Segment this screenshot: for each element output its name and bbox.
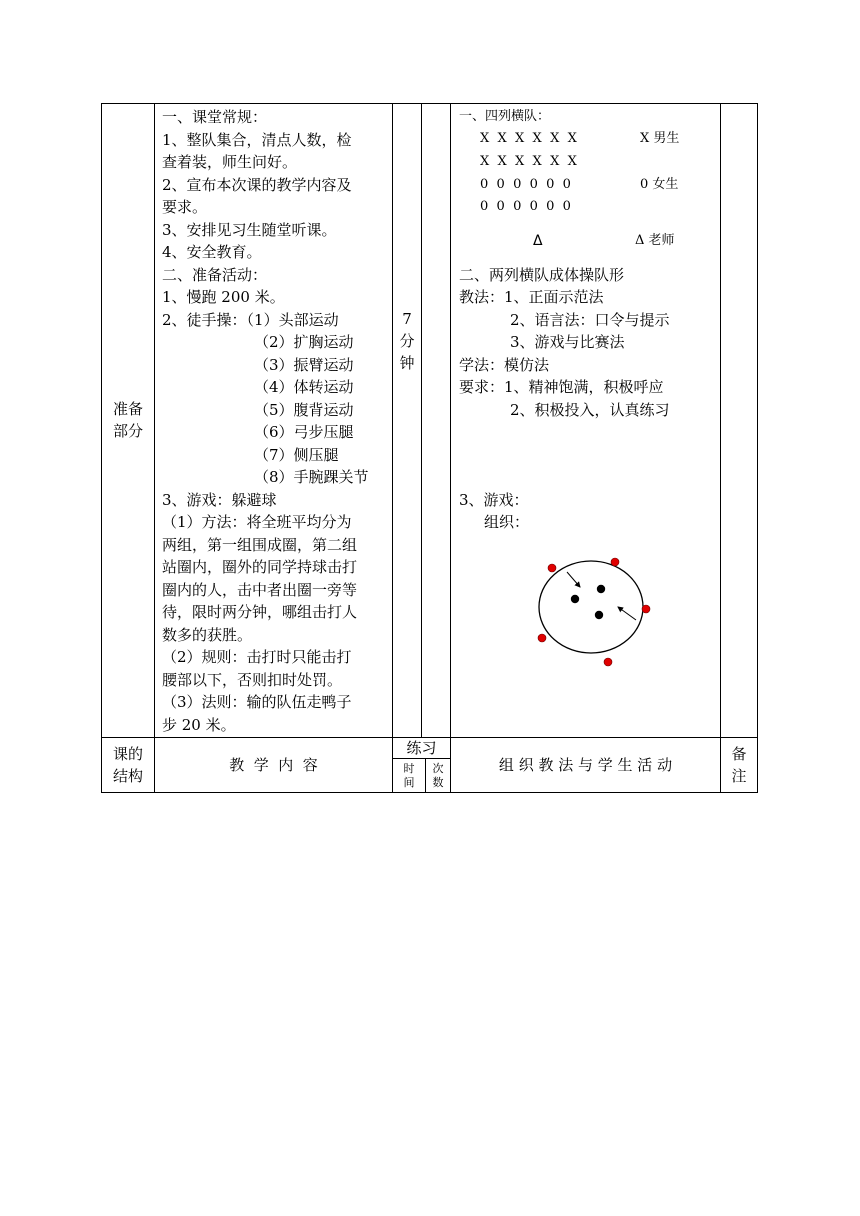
org-line: 教法：1、正面示范法 — [459, 288, 604, 306]
outer-player — [604, 658, 612, 666]
exercise-item: （6）弓步压腿 — [254, 423, 354, 441]
game-org-label: 组织： — [484, 513, 530, 531]
outer-player — [538, 634, 546, 642]
exercise-item: （4）体转运动 — [254, 378, 354, 396]
dodgeball-diagram — [530, 552, 660, 670]
footer-structure-line: 课的 — [112, 745, 143, 763]
legend-teacher: Δ 老师 — [635, 233, 675, 248]
content-line: 二、准备活动： — [162, 265, 268, 284]
game-line: 待，限时两分钟，哪组击打人 — [162, 603, 358, 621]
org-line: 3、游戏与比赛法 — [510, 333, 625, 351]
game-line: （2）规则：击打时只能击打 — [162, 648, 352, 666]
section-label-line: 部分 — [112, 422, 143, 440]
inner-player — [595, 611, 603, 619]
content-line: 一、课堂常规： — [162, 108, 268, 126]
content-line: 3、安排见习生随堂听课。 — [162, 220, 337, 239]
content-line: 4、安全教育。 — [162, 243, 262, 261]
legend-male: X 男生 — [640, 131, 680, 146]
footer-practice-header: 练习 — [406, 739, 437, 757]
teacher-triangle-icon: Δ — [533, 233, 543, 249]
throw-arrow — [567, 572, 580, 587]
content-line: 要求。 — [162, 198, 208, 216]
legend-female: 0 女生 — [640, 177, 679, 192]
content-line: 2、宣布本次课的教学内容及 — [162, 175, 352, 194]
game-line: 3、游戏：躲避球 — [162, 490, 277, 509]
outer-player — [611, 558, 619, 566]
col-divider-2 — [392, 103, 393, 793]
game-line: 两组，第一组围成圈，第二组 — [162, 535, 358, 554]
time-char: 7 — [402, 310, 412, 328]
col-divider-4 — [450, 103, 451, 793]
footer-structure — [102, 743, 154, 787]
table-border-left — [101, 103, 102, 793]
game-line: 数多的获胜。 — [162, 625, 253, 644]
footer-remark-header — [721, 743, 757, 787]
section-label — [102, 398, 154, 442]
content-line: 查着装，师生问好。 — [162, 153, 298, 171]
inner-player — [597, 585, 605, 593]
time-char: 分 — [399, 332, 415, 350]
formation-row: X X X X X X — [480, 154, 577, 169]
table-border-bottom — [101, 792, 758, 793]
play-circle — [539, 561, 643, 653]
inner-player — [571, 595, 579, 603]
game-line: 腰部以下，否则扣时处罚。 — [162, 670, 343, 689]
formation-row: 0 0 0 0 0 0 — [480, 177, 571, 192]
footer-remark-char: 注 — [731, 767, 747, 785]
org-line: 2、积极投入，认真练习 — [510, 400, 670, 419]
section-label-line: 准备 — [112, 400, 143, 418]
footer-time-char: 时 — [403, 762, 415, 775]
footer-remark-char: 备 — [731, 745, 747, 763]
outer-player — [548, 564, 556, 572]
org-line: 学法：模仿法 — [459, 355, 550, 374]
org-line: 二、两列横队成体操队形 — [459, 265, 625, 284]
throw-arrow — [618, 607, 636, 620]
time-char: 钟 — [399, 354, 415, 372]
formation-title: 一、四列横队： — [459, 109, 551, 124]
exercise-item: （2）扩胸运动 — [254, 333, 354, 351]
col-divider-3a — [421, 103, 422, 737]
practice-time — [393, 308, 421, 374]
col-divider-1 — [154, 103, 155, 793]
game-line: （1）方法：将全班平均分为 — [162, 513, 352, 531]
footer-time-char: 间 — [403, 776, 415, 789]
content-line: 1、慢跑 200 米。 — [162, 288, 285, 306]
game-line: 站圈内，圈外的同学持球击打 — [162, 558, 358, 576]
game-line: 圈内的人，击中者出圈一旁等 — [162, 580, 358, 599]
formation-row: 0 0 0 0 0 0 — [480, 199, 571, 214]
org-line: 2、语言法：口令与提示 — [510, 310, 670, 329]
table-border-top — [101, 103, 758, 104]
footer-org-header: 组 织 教 法 与 学 生 活 动 — [498, 756, 673, 774]
footer-content-header: 教 学 内 容 — [229, 756, 318, 774]
game-org-title: 3、游戏： — [459, 490, 529, 509]
org-line: 要求：1、精神饱满，积极呼应 — [459, 378, 664, 396]
game-line: 步 20 米。 — [162, 715, 236, 734]
footer-count-char: 次 — [432, 762, 444, 775]
content-line: 2、徒手操：（1）头部运动 — [162, 310, 339, 329]
exercise-item: （3）振臂运动 — [254, 355, 354, 374]
col-divider-5 — [720, 103, 721, 793]
content-line: 1、整队集合，清点人数，检 — [162, 130, 352, 149]
footer-structure-line: 结构 — [112, 767, 143, 785]
footer-count-char: 数 — [432, 776, 444, 789]
footer-count-header — [426, 762, 450, 790]
exercise-item: （7）侧压腿 — [254, 445, 339, 464]
formation-row: X X X X X X — [480, 131, 577, 146]
outer-player — [642, 605, 650, 613]
footer-time-header — [393, 762, 425, 790]
exercise-item: （8）手腕踝关节 — [254, 468, 369, 486]
exercise-item: （5）腹背运动 — [254, 400, 354, 419]
game-line: （3）法则：输的队伍走鸭子 — [162, 693, 352, 711]
table-border-right — [757, 103, 758, 793]
